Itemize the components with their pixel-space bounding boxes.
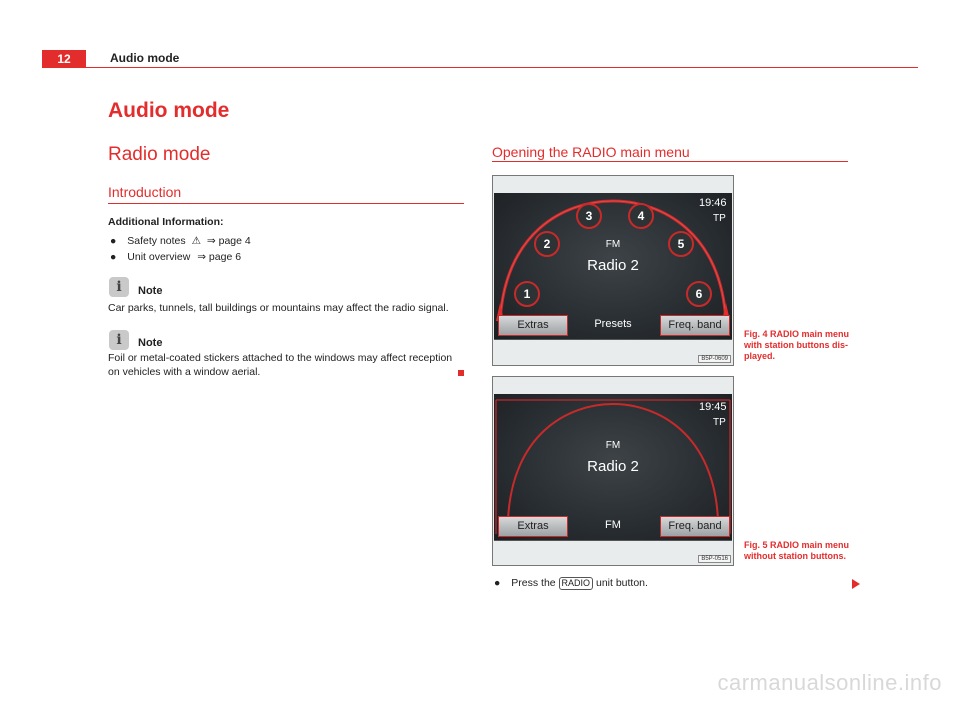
extras-button[interactable]: Extras: [498, 516, 568, 537]
header-section-title: Audio mode: [110, 51, 180, 65]
figure-5-image: [492, 376, 734, 566]
continue-arrow-icon: [852, 579, 860, 589]
station-name: Radio 2: [587, 257, 639, 274]
caption-line: Fig. 4 RADIO main menu: [744, 329, 850, 339]
preset-button-6[interactable]: 6: [686, 281, 712, 307]
note-label: Note: [138, 337, 163, 349]
presets-button[interactable]: Presets: [594, 318, 632, 330]
subsection-rule: [492, 161, 848, 162]
page-number: 12: [42, 50, 86, 68]
chapter-title: Audio mode: [108, 99, 230, 122]
figure-5-caption: [744, 540, 849, 562]
section-title: Radio mode: [108, 144, 211, 165]
header-rule: [86, 67, 918, 68]
caption-line: with station buttons dis-: [744, 340, 848, 350]
note-label: Note: [138, 285, 163, 297]
step-text: Press the: [511, 577, 556, 589]
band-label: FM: [605, 239, 621, 250]
caption-line: played.: [744, 351, 776, 361]
page-reference-link[interactable]: ⇒ page 6: [197, 251, 242, 263]
list-item-text: Safety notes: [127, 235, 186, 247]
list-item: [110, 235, 251, 247]
radio-display: [494, 193, 732, 340]
freq-band-button[interactable]: Freq. band: [660, 516, 730, 537]
note-body-line: on vehicles with a window aerial.: [108, 366, 261, 378]
preset-button-4[interactable]: 4: [628, 203, 654, 229]
freq-band-button[interactable]: Freq. band: [660, 315, 730, 336]
info-note-icon: i: [109, 277, 129, 297]
step-text: unit button.: [595, 577, 648, 589]
watermark: carmanualsonline.info: [717, 670, 942, 695]
preset-button-5[interactable]: 5: [668, 231, 694, 257]
preset-button-2[interactable]: 2: [534, 231, 560, 257]
page-reference-link[interactable]: ⇒ page 4: [206, 235, 251, 247]
caption-line: Fig. 5 RADIO main menu: [744, 540, 850, 550]
subsection-title: Opening the RADIO main menu: [492, 144, 690, 160]
section-end-marker: [458, 370, 464, 376]
bullet-dot: ●: [110, 235, 117, 247]
bullet-dot: ●: [110, 251, 117, 263]
additional-info-label: Additional Information:: [108, 216, 224, 228]
warning-icon: ⚠: [191, 235, 201, 247]
note-body: Car parks, tunnels, tall buildings or mountains may affect the radio signal.: [108, 302, 449, 314]
caption-line: without station buttons.: [744, 551, 846, 561]
note-body-line: Foil or metal-coated stickers attached to the windows may affect reception: [108, 352, 453, 364]
clock-time: 19:46: [699, 197, 727, 209]
figure-4-caption: [744, 329, 849, 362]
subsection-rule: [108, 203, 464, 204]
list-item: [110, 251, 241, 263]
list-item-text: Unit overview: [127, 251, 191, 263]
radio-key-label: RADIO: [559, 577, 594, 590]
band-label: FM: [605, 440, 621, 451]
fm-button[interactable]: FM: [605, 519, 621, 531]
clock-time: 19:45: [699, 401, 727, 413]
figure-code: B5P-0516: [698, 555, 731, 563]
preset-button-1[interactable]: 1: [514, 281, 540, 307]
bullet-dot: ●: [494, 577, 501, 589]
preset-button-3[interactable]: 3: [576, 203, 602, 229]
figure-4-image: [492, 175, 734, 366]
step-instruction: [494, 577, 648, 590]
tp-indicator: TP: [713, 213, 726, 224]
info-note-icon: i: [109, 330, 129, 350]
subsection-title: Introduction: [108, 184, 182, 200]
radio-display: [494, 394, 732, 541]
station-name: Radio 2: [587, 458, 639, 475]
tp-indicator: TP: [713, 417, 726, 428]
figure-code: B5P-0609: [698, 355, 731, 363]
extras-button[interactable]: Extras: [498, 315, 568, 336]
